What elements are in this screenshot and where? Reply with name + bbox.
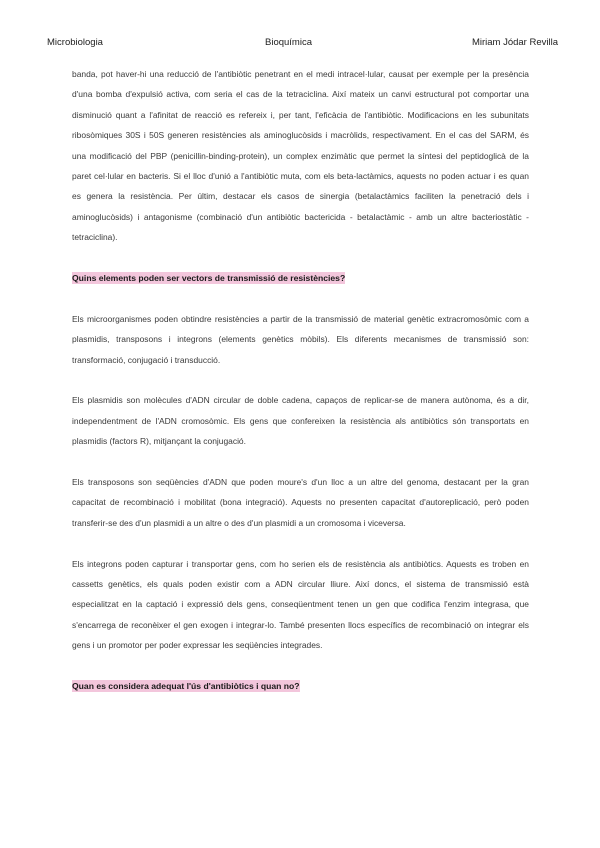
section-heading-vectors: [72, 268, 529, 288]
header-subject: Microbiologia: [47, 37, 103, 48]
page-header: [47, 37, 558, 51]
section-heading-antibiotic-use: [72, 676, 529, 696]
paragraph-plasmids: Els plasmidis son molècules d'ADN circular de doble cadena, capaços de replicar-se de manera autònoma, és a dir, independentment de l'ADN cromosòmic. Els gens que confereixen la resistència als antibiòtics són transportats en plasmidis (factors R), mitjançant la conjugació.: [72, 395, 529, 447]
paragraph-integrons: Els integrons poden capturar i transportar gens, com ho serien els de resistència als antibiòtics. Aquests es troben en cassetts genètics, els quals poden existir com a ADN circular lliure. Així doncs, el sistema de transmissió està especialitzat en la captació i expressió dels gens, conseqüentment tenen un gen que codifica l'enzim integrasa, que s'encarrega de reconèixer el gen exogen i integrar-lo. També presenten llocs específics de recombinació on integrar els gens i un promotor per poder expressar les seqüències integrades.: [72, 558, 529, 651]
highlighted-heading-text: Quins elements poden ser vectors de transmissió de resistències?: [72, 273, 346, 284]
paragraph-transmission-intro: Els microorganismes poden obtindre resistències a partir de la transmissió de material genètic extracromosòmic com a plasmidis, transposons i integrons (elements genètics mòbils). Els diferents mecanismes de transmissió son: transformació, conjugació i transducció.: [72, 313, 529, 365]
highlighted-heading-text: Quan es considera adequat l'ús d'antibiòtics i quan no?: [72, 681, 300, 692]
paragraph-transposons: Els transposons son seqüències d'ADN que poden moure's d'un lloc a un altre del genoma, destacant per la gran capacitat de recombinació i mobilitat (bona integració). Aquests no presenten capacitat d'autoreplicació, però poden transferir-se des d'un plasmidi a un altre o des d'un plasmidi a un cromosoma i viceversa.: [72, 477, 529, 528]
header-topic: Bioquímica: [265, 37, 312, 48]
document-body: [72, 64, 529, 697]
header-author: Miriam Jódar Revilla: [471, 37, 558, 48]
paragraph-resistance-mechanisms: banda, pot haver-hi una reducció de l'antibiòtic penetrant en el medi intracel·lular, causat per exemple per la presència d'una bomba d'expulsió activa, com seria el cas de la tetraciclina. Així mateix un canvi estructural pot comportar una disminució quant a l'afinitat de reacció es refereix i, per tant, l'eficàcia de l'antibiòtic. Modificacions en les subunitats ribosòmiques 30S i 50S generen resistències als aminoglucòsids i macròlids, respectivament. En el cas del SARM, és una modificació del PBP (penicillin-binding-protein), un complex enzimàtic que permet la síntesi del peptidoglicà de la paret cel·lular en bacteris. Si el lloc d'unió a l'antibiòtic muta, com els beta-lactàmics, aquests no poden actuar i es quan es genera la resistència. Per últim, destacar els casos de sinergia (betalactàmics faciliten la penetració dels i aminoglucòsids) i antagonisme (combinació d'un antibiòtic bactericida - betalactàmic - amb un altre bacteriostàtic - tetraciclina).: [72, 69, 529, 243]
